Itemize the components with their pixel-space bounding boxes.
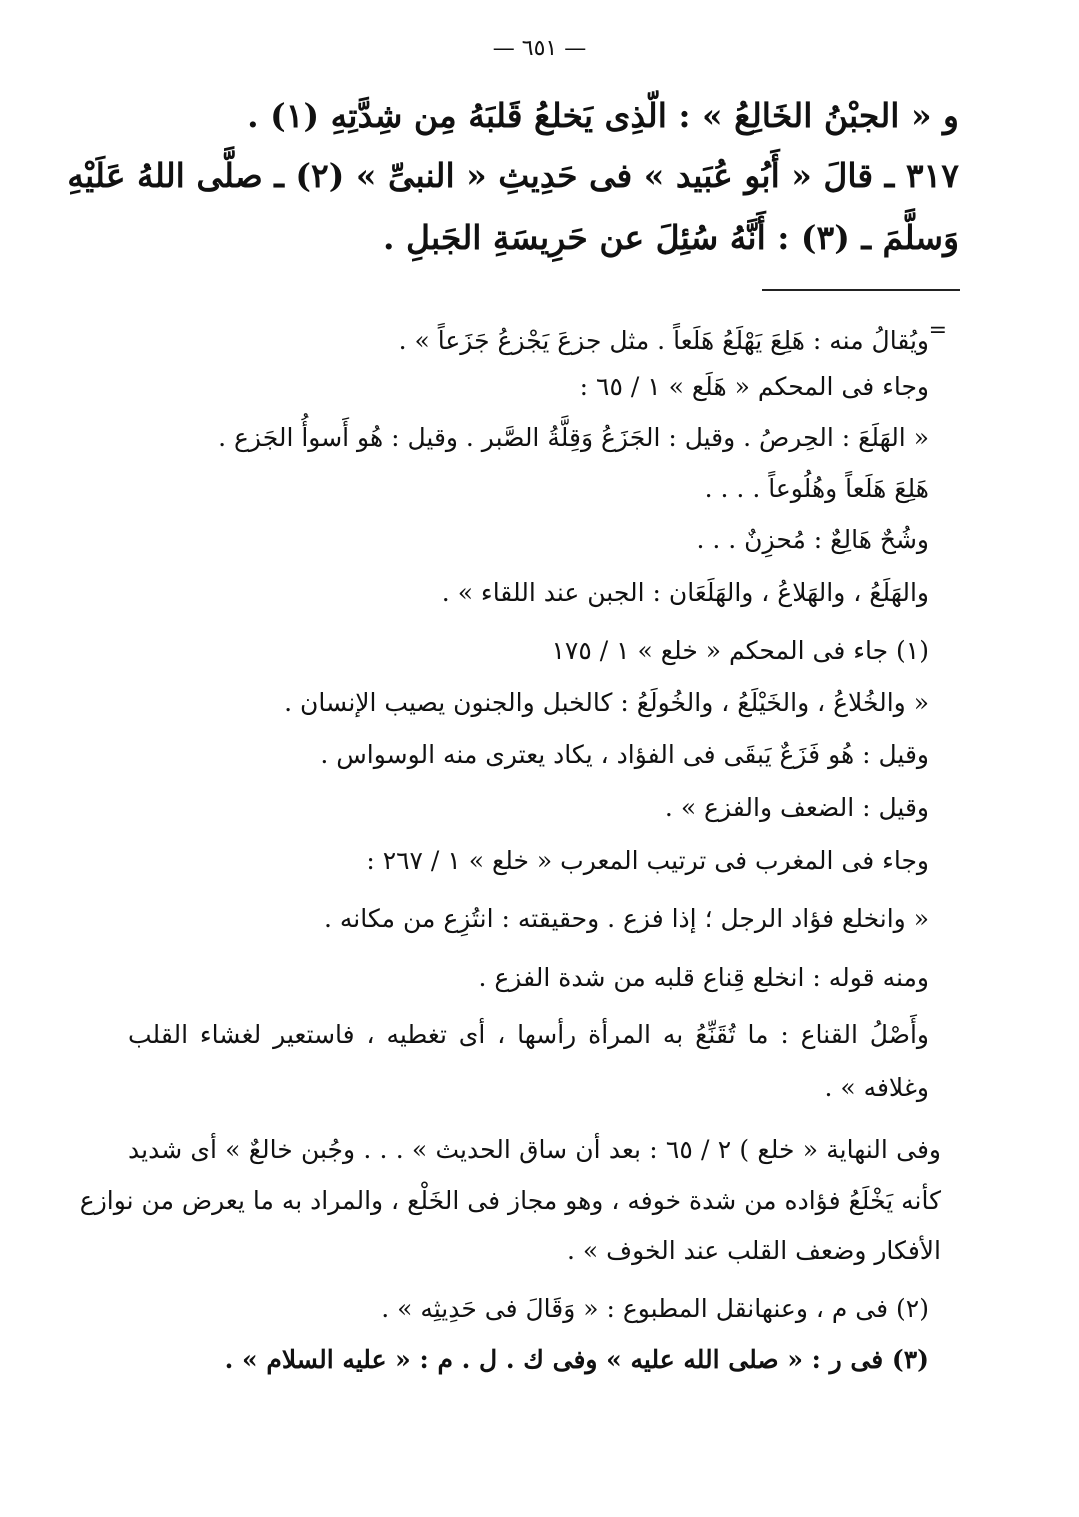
- continuation-mark: =: [928, 318, 947, 343]
- footnote-line: كأنه يَخْلَعُ فؤاده من شدة خوفه ، وهو مجاز فى الخَلْع ، والمراد به ما يعرض من نوازع: [79, 1186, 941, 1215]
- footnote-line: وفى النهاية « خلع ) ٢ / ٦٥ : بعد أن ساق الحديث » . . . وجُبن خالعٌ » أى شديد: [128, 1135, 941, 1164]
- footnote-line: « والخُلاعُ ، والخَيْلَعُ ، والخُولَعُ : كالخبل والجنون يصيب الإنسان .: [284, 688, 929, 717]
- footnote-line: ومنه قوله : انخلع قِناع قلبه من شدة الفزع .: [478, 963, 929, 992]
- footnote-line: « وانخلع فؤاد الرجل ؛ إذا فزع . وحقيقته : انتُزِع من مكانه .: [323, 904, 929, 933]
- footnote-line: ويُقالُ منه : هَلِعَ يَهْلَعُ هَلَعاً . مثل جزعَ يَجْزعُ جَزَعاً » .: [398, 326, 929, 355]
- main-text-line-1: و « الجبْنُ الخَالِعُ » : الّذِى يَخلعُ قَلبَهُ مِن شِدَّتِهِ (١) .: [247, 96, 959, 135]
- footnote-line: (١) جاء فى المحكم « خلع » ١ / ١٧٥: [551, 636, 929, 665]
- footnote-line: وأَصْلُ القناع : ما تُقَنِّعُ به المرأة رأسها ، أى تغطيه ، فاستعير لغشاء القلب: [128, 1020, 929, 1049]
- footnote-line: الأفكار وضعف القلب عند الخوف » .: [567, 1236, 941, 1265]
- page-number: — ٦٥١ —: [492, 36, 587, 61]
- footnote-line: وجاء فى المغرب فى ترتيب المعرب « خلع » ١ / ٢٦٧ :: [366, 846, 929, 875]
- main-text-line-2: ٣١٧ ـ قالَ « أَبُو عُبَيد » فى حَدِيثِ « النبىِّ » (٢) ـ صلَّى اللهُ عَلَيْهِ: [67, 156, 959, 195]
- main-text-line-3: وَسلَّمَ ـ (٣) : أَنَّهُ سُئِلَ عن حَرِيسَةِ الجَبلِ .: [382, 218, 959, 257]
- footnote-line: وجاء فى المحكم « هَلَع » ١ / ٦٥ :: [579, 372, 929, 401]
- footnote-line: وشُحٌ هَالِعٌ : مُحزِنٌ . . .: [696, 525, 929, 554]
- footnote-line: وغلافه » .: [824, 1073, 929, 1102]
- footnote-line: (٣) فى ر : « صلى الله عليه » وفى ك . ل . م : « عليه السلام » .: [224, 1345, 929, 1374]
- footnote-line: (٢) فى م ، وعنهانقل المطبوع : « وَقَالَ فى حَدِيثِه » .: [381, 1294, 929, 1323]
- footnote-line: « الهَلَعَ : الحِرصُ . وقيل : الجَزَعُ وَقِلَّةُ الصَّبر . وقيل : هُو أَسوأُ الجَزع .: [218, 423, 929, 452]
- footnote-divider: [762, 289, 960, 291]
- footnote-line: والهَلَعُ ، والهَلاعُ ، والهَلَعَان : الجبن عند اللقاء » .: [441, 578, 929, 607]
- footnote-line: هَلِعَ هَلَعاً وهُلُوعاً . . . .: [704, 474, 929, 503]
- footnote-line: وقيل : هُو فَزَعٌ يَبقَى فى الفؤاد ، يكاد يعترى منه الوسواس .: [320, 740, 929, 769]
- footnote-line: وقيل : الضعف والفزع » .: [664, 793, 929, 822]
